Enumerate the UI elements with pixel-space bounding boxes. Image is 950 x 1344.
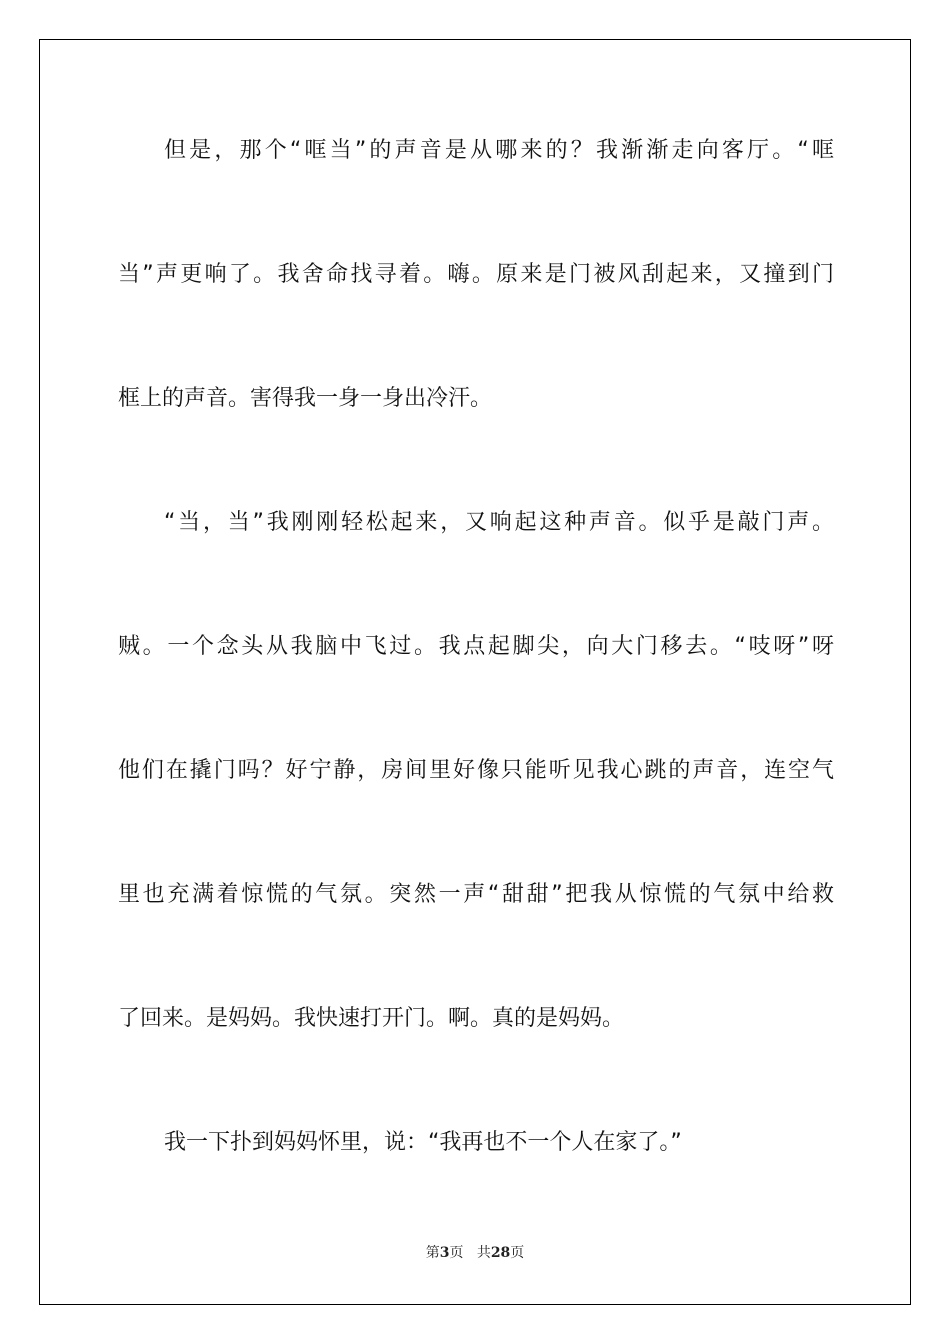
- paragraph-1-line-2: 当”声更响了。我舍命找寻着。嗨。原来是门被风刮起来，又撞到门: [118, 262, 834, 287]
- paragraph-2-line-2: 贼。一个念头从我脑中飞过。我点起脚尖，向大门移去。“吱呀”呀: [118, 634, 834, 659]
- paragraph-3-line-1: 我一下扑到妈妈怀里，说：“我再也不一个人在家了。”: [164, 1130, 682, 1155]
- page-border: [39, 39, 911, 1305]
- total-prefix: 共: [476, 1245, 491, 1261]
- page-footer: [0, 1244, 950, 1262]
- page-suffix: 页: [449, 1245, 464, 1261]
- page-number: 3: [439, 1245, 450, 1261]
- page-prefix: 第: [425, 1245, 440, 1261]
- paragraph-2-line-1: “当，当”我刚刚轻松起来，又响起这种声音。似乎是敲门声。: [164, 510, 834, 535]
- paragraph-1-line-3: 框上的声音。害得我一身一身出冷汗。: [118, 386, 493, 411]
- paragraph-1-line-1: 但是，那个“哐当”的声音是从哪来的？我渐渐走向客厅。“哐: [164, 138, 834, 163]
- total-suffix: 页: [510, 1245, 525, 1261]
- paragraph-2-line-3: 他们在撬门吗？好宁静，房间里好像只能听见我心跳的声音，连空气: [118, 758, 834, 783]
- paragraph-2-line-4: 里也充满着惊慌的气氛。突然一声“甜甜”把我从惊慌的气氛中给救: [118, 882, 834, 907]
- total-pages: 28: [490, 1245, 511, 1261]
- paragraph-2-line-5: 了回来。是妈妈。我快速打开门。啊。真的是妈妈。: [118, 1006, 625, 1031]
